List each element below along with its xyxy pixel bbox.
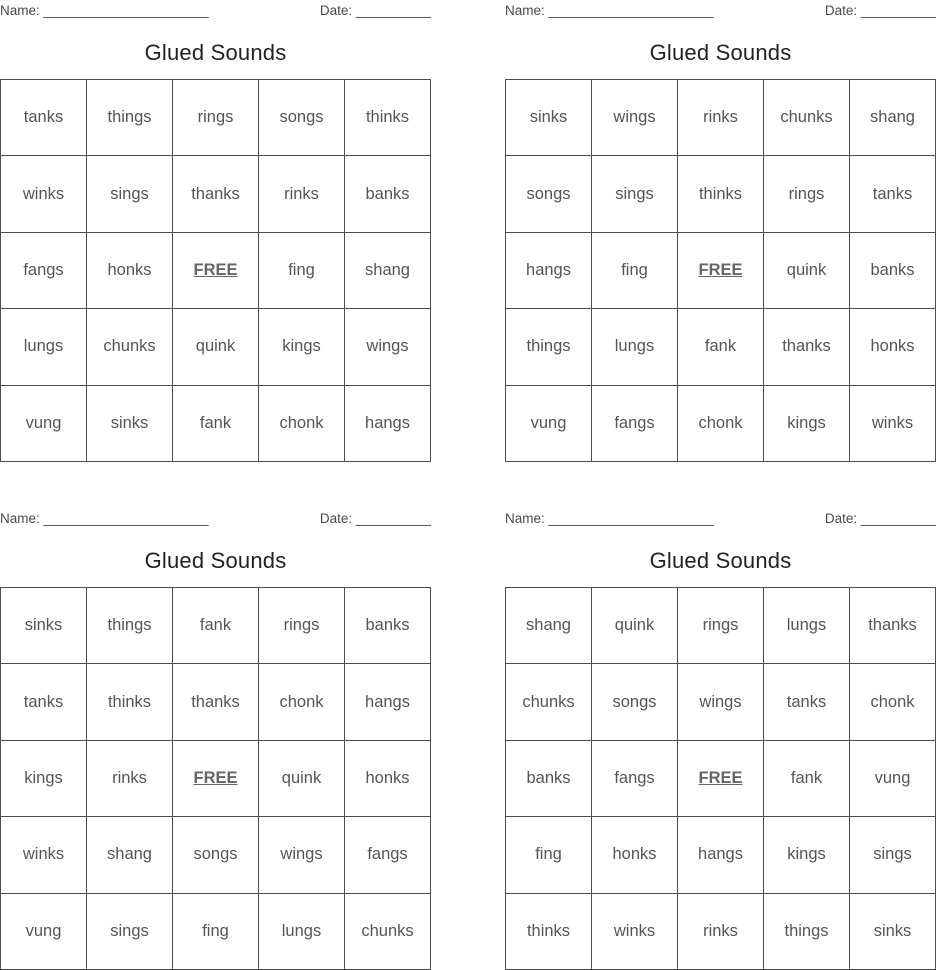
grid-cell: kings	[259, 309, 345, 385]
bingo-grid	[505, 79, 936, 462]
grid-cell: thanks	[850, 588, 936, 664]
grid-cell: quink	[259, 740, 345, 816]
grid-cell: kings	[1, 740, 87, 816]
grid-row	[1, 893, 431, 969]
grid-cell: chunks	[506, 664, 592, 740]
bingo-grid	[0, 79, 431, 462]
grid-cell: rings	[259, 588, 345, 664]
grid-row	[1, 80, 431, 156]
grid-cell: shang	[345, 232, 431, 308]
grid-row	[1, 309, 431, 385]
bingo-card-1	[0, 0, 431, 462]
grid-cell: winks	[850, 385, 936, 461]
bingo-card-4	[505, 508, 936, 970]
grid-cell: thanks	[764, 309, 850, 385]
grid-cell: honks	[850, 309, 936, 385]
grid-cell: quink	[764, 232, 850, 308]
grid-cell: rinks	[678, 80, 764, 156]
grid-row	[506, 740, 936, 816]
grid-cell: sings	[850, 817, 936, 893]
card-title: Glued Sounds	[144, 40, 287, 65]
grid-row	[506, 232, 936, 308]
grid-cell: thinks	[345, 80, 431, 156]
grid-cell: sinks	[87, 385, 173, 461]
grid-cell: fangs	[345, 817, 431, 893]
grid-cell: vung	[1, 893, 87, 969]
grid-row	[1, 740, 431, 816]
grid-cell: things	[87, 588, 173, 664]
grid-cell: banks	[506, 740, 592, 816]
card-header	[505, 3, 936, 19]
date-field: Date: __________	[824, 511, 936, 526]
card-title: Glued Sounds	[144, 548, 287, 573]
grid-cell: hangs	[345, 664, 431, 740]
grid-cell: fing	[506, 817, 592, 893]
grid-row	[506, 817, 936, 893]
grid-cell: chonk	[678, 385, 764, 461]
date-field: Date: __________	[824, 3, 936, 18]
name-field: Name: ______________________	[505, 511, 714, 526]
grid-cell: thinks	[506, 893, 592, 969]
grid-cell: banks	[850, 232, 936, 308]
grid-cell: chonk	[259, 664, 345, 740]
grid-row	[1, 817, 431, 893]
grid-row	[506, 588, 936, 664]
grid-cell: winks	[1, 817, 87, 893]
grid-cell: sings	[87, 156, 173, 232]
grid-cell: fing	[259, 232, 345, 308]
grid-cell: banks	[345, 588, 431, 664]
grid-cell: winks	[592, 893, 678, 969]
grid-cell: shang	[850, 80, 936, 156]
grid-cell: honks	[87, 232, 173, 308]
name-field: Name: ______________________	[0, 511, 209, 526]
grid-cell: lungs	[764, 588, 850, 664]
grid-cell: vung	[1, 385, 87, 461]
grid-cell: songs	[259, 80, 345, 156]
grid-cell: fank	[764, 740, 850, 816]
grid-cell: hangs	[345, 385, 431, 461]
free-space-cell: FREE	[173, 232, 259, 308]
grid-cell: shang	[506, 588, 592, 664]
grid-row	[1, 664, 431, 740]
grid-cell: rings	[678, 588, 764, 664]
grid-cell: fank	[173, 588, 259, 664]
name-field: Name: ______________________	[0, 3, 209, 18]
card-title: Glued Sounds	[649, 548, 792, 573]
grid-cell: sinks	[506, 80, 592, 156]
card-header	[0, 511, 431, 527]
grid-cell: thinks	[87, 664, 173, 740]
grid-cell: sings	[592, 156, 678, 232]
grid-cell: wings	[345, 309, 431, 385]
grid-row	[506, 80, 936, 156]
grid-cell: tanks	[850, 156, 936, 232]
grid-cell: fangs	[1, 232, 87, 308]
grid-row	[506, 309, 936, 385]
grid-row	[1, 232, 431, 308]
grid-cell: rinks	[87, 740, 173, 816]
free-space-cell: FREE	[678, 232, 764, 308]
date-field: Date: __________	[319, 511, 431, 526]
grid-cell: fing	[173, 893, 259, 969]
grid-cell: things	[506, 309, 592, 385]
grid-row	[1, 588, 431, 664]
grid-cell: rinks	[259, 156, 345, 232]
grid-cell: fing	[592, 232, 678, 308]
grid-cell: sinks	[850, 893, 936, 969]
grid-cell: songs	[173, 817, 259, 893]
grid-cell: winks	[1, 156, 87, 232]
free-space-cell: FREE	[173, 740, 259, 816]
grid-cell: lungs	[592, 309, 678, 385]
bingo-card-3	[0, 508, 431, 970]
bingo-grid	[505, 587, 936, 970]
name-field: Name: ______________________	[505, 3, 714, 18]
bingo-grid	[0, 587, 431, 970]
grid-cell: kings	[764, 385, 850, 461]
grid-cell: hangs	[678, 817, 764, 893]
grid-cell: fangs	[592, 740, 678, 816]
grid-cell: tanks	[1, 664, 87, 740]
grid-cell: shang	[87, 817, 173, 893]
grid-cell: tanks	[764, 664, 850, 740]
grid-cell: rings	[173, 80, 259, 156]
grid-cell: quink	[173, 309, 259, 385]
grid-cell: wings	[259, 817, 345, 893]
grid-cell: lungs	[259, 893, 345, 969]
card-header	[505, 511, 936, 527]
grid-cell: tanks	[1, 80, 87, 156]
grid-cell: sinks	[1, 588, 87, 664]
grid-cell: thanks	[173, 664, 259, 740]
grid-cell: fank	[678, 309, 764, 385]
grid-row	[506, 385, 936, 461]
grid-cell: lungs	[1, 309, 87, 385]
grid-cell: chunks	[345, 893, 431, 969]
bingo-card-2	[505, 0, 936, 462]
grid-cell: chonk	[259, 385, 345, 461]
grid-row	[506, 156, 936, 232]
grid-cell: songs	[506, 156, 592, 232]
grid-cell: chunks	[87, 309, 173, 385]
grid-cell: chonk	[850, 664, 936, 740]
grid-cell: hangs	[506, 232, 592, 308]
grid-cell: things	[764, 893, 850, 969]
grid-cell: sings	[87, 893, 173, 969]
grid-cell: rings	[764, 156, 850, 232]
grid-cell: wings	[678, 664, 764, 740]
grid-cell: wings	[592, 80, 678, 156]
grid-row	[1, 385, 431, 461]
grid-cell: honks	[592, 817, 678, 893]
grid-cell: vung	[850, 740, 936, 816]
grid-cell: songs	[592, 664, 678, 740]
grid-cell: quink	[592, 588, 678, 664]
grid-cell: banks	[345, 156, 431, 232]
grid-cell: fank	[173, 385, 259, 461]
grid-cell: fangs	[592, 385, 678, 461]
grid-cell: things	[87, 80, 173, 156]
card-header	[0, 3, 431, 19]
free-space-cell: FREE	[678, 740, 764, 816]
grid-cell: thinks	[678, 156, 764, 232]
grid-cell: chunks	[764, 80, 850, 156]
grid-row	[1, 156, 431, 232]
grid-cell: vung	[506, 385, 592, 461]
grid-row	[506, 893, 936, 969]
grid-row	[506, 664, 936, 740]
grid-cell: rinks	[678, 893, 764, 969]
date-field: Date: __________	[319, 3, 431, 18]
card-title: Glued Sounds	[649, 40, 792, 65]
grid-cell: honks	[345, 740, 431, 816]
grid-cell: kings	[764, 817, 850, 893]
grid-cell: thanks	[173, 156, 259, 232]
